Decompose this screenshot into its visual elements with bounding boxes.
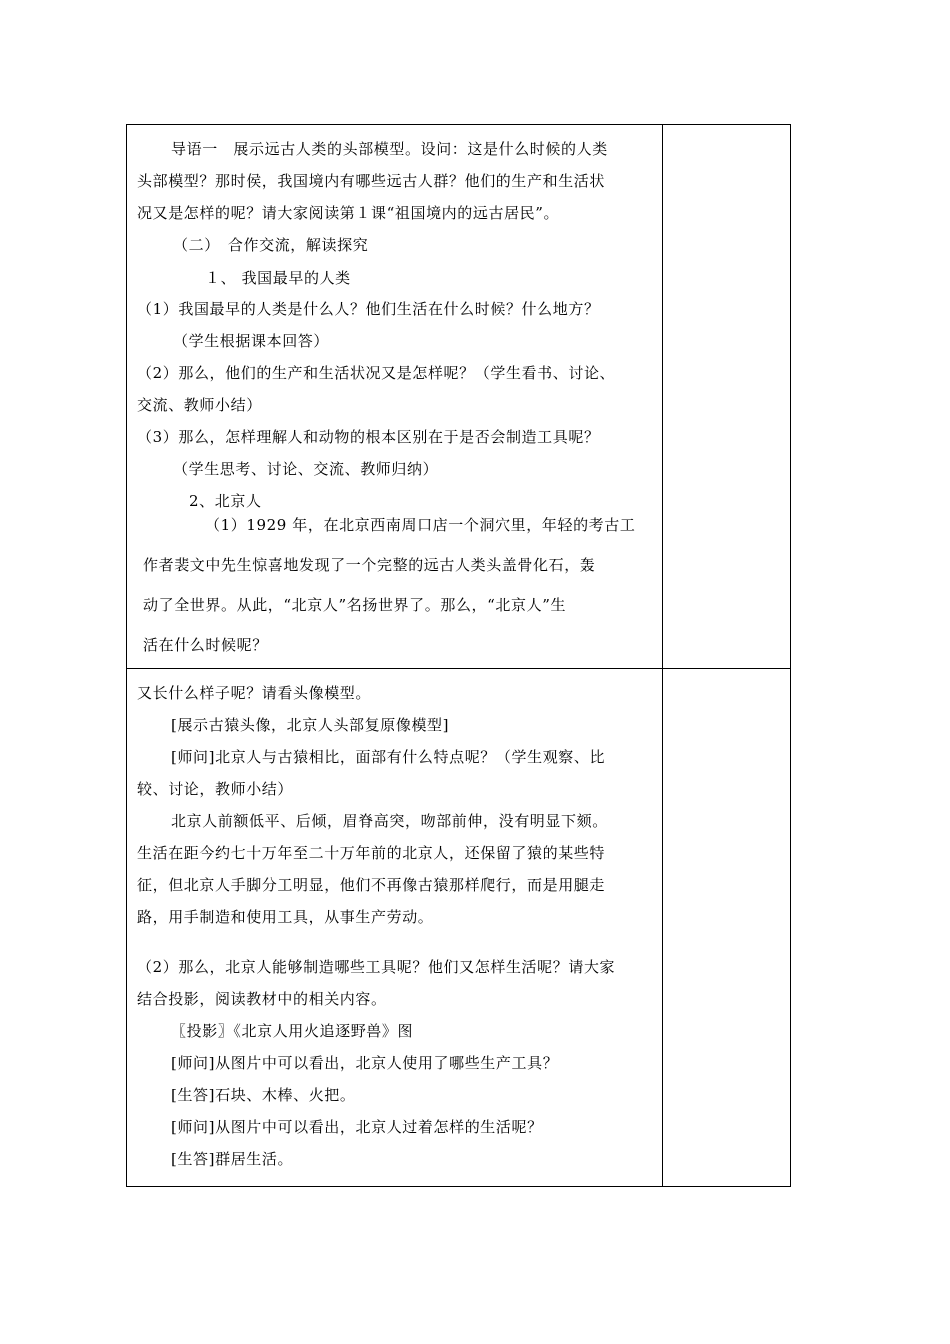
text-line: 活在什么时候呢？ [143,636,268,654]
text-line: 〖投影〗《北京人用火追逐野兽》图 [171,1022,414,1040]
text-line: 北京人前额低平、后倾，眉脊高突，吻部前伸，没有明显下颏。 [171,812,608,830]
text-line: （2）那么，北京人能够制造哪些工具呢？他们又怎样生活呢？请大家 [137,958,616,976]
text-line: 动了全世界。从此，“北京人”名扬世界了。那么，“北京人”生 [143,596,567,614]
subsection-heading: 2、北京人 [189,492,262,510]
text-line: [生答]石块、木棒、火把。 [171,1086,356,1104]
notes-cell [663,669,791,1187]
table-row [127,669,791,1187]
text-line: [师问]从图片中可以看出，北京人使用了哪些生产工具？ [171,1054,559,1072]
section-heading: （二） 合作交流，解读探究 [173,236,369,254]
text-line: （1）1929 年，在北京西南周口店一个洞穴里，年轻的考古工 [205,516,636,534]
text-line: 征，但北京人手脚分工明显，他们不再像古猿那样爬行，而是用腿走 [137,876,606,894]
text-line: （1）我国最早的人类是什么人？他们生活在什么时候？什么地方？ [137,300,600,318]
text-line: [师问]北京人与古猿相比，面部有什么特点呢？（学生观察、比 [171,748,606,766]
text-line: 导语一 展示远古人类的头部模型。设问：这是什么时候的人类 [171,140,608,158]
text-line: 生活在距今约七十万年至二十万年前的北京人，还保留了猿的某些特 [137,844,606,862]
text-line: （2）那么，他们的生产和生活状况又是怎样呢？（学生看书、讨论、 [137,364,616,382]
text-line: 头部模型？那时侯，我国境内有哪些远古人群？他们的生产和生活状 [137,172,606,190]
table-row [127,125,791,669]
text-line: 较、讨论，教师小结） [137,780,294,798]
text-line: 路，用手制造和使用工具，从事生产劳动。 [137,908,434,926]
text-line: 结合投影，阅读教材中的相关内容。 [137,990,387,1008]
text-line: 作者裴文中先生惊喜地发现了一个完整的远古人类头盖骨化石，轰 [143,556,596,574]
content-cell [127,125,663,669]
text-line: 况又是怎样的呢？请大家阅读第１课“祖国境内的远古居民”。 [137,204,560,222]
text-line: [生答]群居生活。 [171,1150,294,1168]
text-line: [师问]从图片中可以看出，北京人过着怎样的生活呢？ [171,1118,543,1136]
text-line: [展示古猿头像，北京人头部复原像模型] [171,716,450,734]
text-line: （学生根据课本回答） [173,332,330,350]
notes-cell [663,125,791,669]
lesson-table [126,124,791,1187]
subsection-heading: １、 我国最早的人类 [205,269,351,287]
text-line: （3）那么，怎样理解人和动物的根本区别在于是否会制造工具呢？ [137,428,600,446]
content-cell [127,669,663,1187]
text-line: 又长什么样子呢？请看头像模型。 [137,684,372,702]
text-line: （学生思考、讨论、交流、教师归纳） [173,460,439,478]
text-line: 交流、教师小结） [137,396,262,414]
